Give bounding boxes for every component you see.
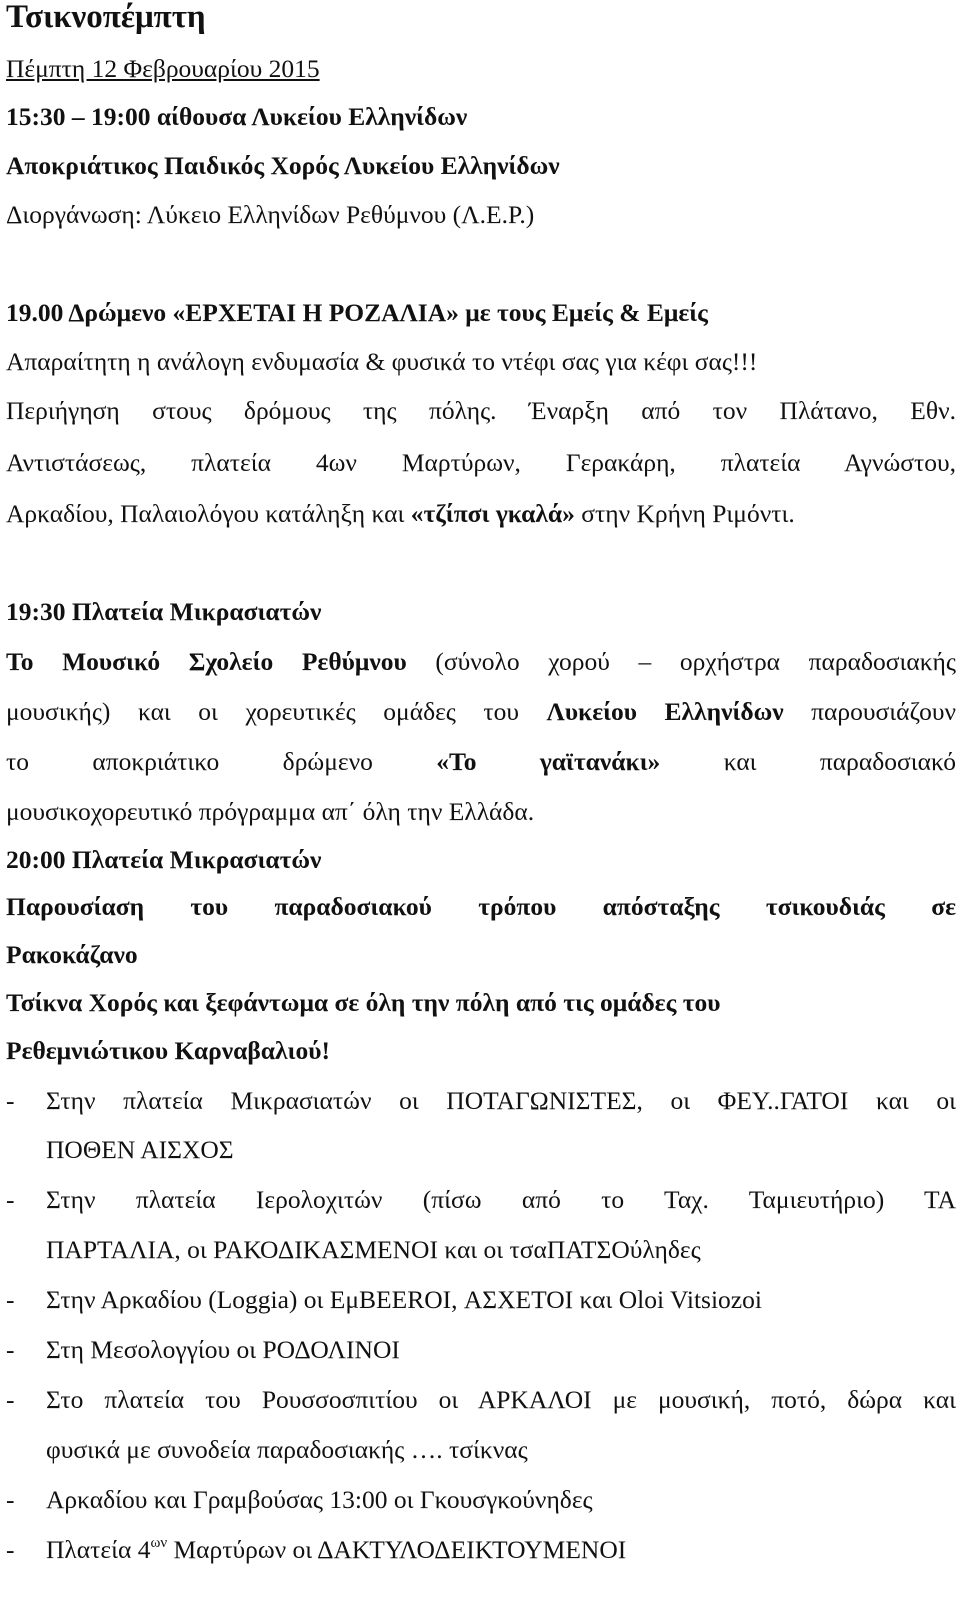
list-dash: - xyxy=(6,1535,15,1564)
event4-headline: 20:00 Πλατεία Μικρασιατών xyxy=(6,845,322,874)
list-item-1-line2: ΠΟΘΕΝ ΑΙΣΧΟΣ xyxy=(46,1135,234,1164)
event3-line1 xyxy=(6,645,956,679)
event2-line4-a: Αρκαδίου, Παλαιολόγου κατάληξη και xyxy=(6,499,411,528)
list-item-3: Στην Αρκαδίου (Loggia) οι ΕμBEEROI, ΑΣΧΕΤΟΙ και Oloi Vitsiozoi xyxy=(46,1285,762,1314)
list-dash: - xyxy=(6,1285,15,1314)
event3-gaitanaki: «Το γαϊτανάκι» xyxy=(436,747,661,776)
event3-headline: 19:30 Πλατεία Μικρασιατών xyxy=(6,597,322,626)
event1-organizer: Διοργάνωση: Λύκειο Ελληνίδων Ρεθύμνου (Λ.Ε.Ρ.) xyxy=(6,200,535,229)
event3-line2-a: μουσικής) και οι χορευτικές ομάδες του xyxy=(6,697,547,726)
event3-line3 xyxy=(6,745,956,779)
event3-school: Το Μουσικό Σχολείο Ρεθύμνου xyxy=(6,647,407,676)
list-item-7-a: Πλατεία 4 xyxy=(46,1535,151,1564)
event-date: Πέμπτη 12 Φεβρουαρίου 2015 xyxy=(6,54,320,83)
event3-line1-rest: (σύνολο χορού – ορχήστρα παραδοσιακής xyxy=(406,647,956,676)
event1-name: Αποκριάτικος Παιδικός Χορός Λυκείου Ελληνίδων xyxy=(6,151,560,180)
event2-line1: Απαραίτητη η ανάλογη ενδυμασία & φυσικά το ντέφι σας για κέφι σας!!! xyxy=(6,347,758,376)
event4-bold4: Ρεθεμνιώτικου Καρναβαλιού! xyxy=(6,1036,330,1065)
list-item-6: Αρκαδίου και Γραμβούσας 13:00 οι Γκουσγκούνηδες xyxy=(46,1485,593,1514)
event4-bold2: Ρακοκάζανο xyxy=(6,940,138,969)
list-item-2-line2: ΠΑΡΤΑΛΙΑ, οι ΡΑΚΟΔΙΚΑΣΜΕΝΟΙ και οι τσαΠΑΤΣΟύληδες xyxy=(46,1235,701,1264)
event2-headline: 19.00 Δρώμενο «ΕΡΧΕΤΑΙ Η ΡΟΖΑΛΙΑ» με τους Εμείς & Εμείς xyxy=(6,298,708,327)
page-title: Τσικνοπέμπτη xyxy=(6,0,206,35)
list-item-5-line2: φυσικά με συνοδεία παραδοσιακής …. τσίκνας xyxy=(46,1435,528,1464)
list-item-7-sup: ων xyxy=(150,1535,168,1551)
list-dash: - xyxy=(6,1335,15,1364)
event3-line4: μουσικοχορευτικό πρόγραμμα απ΄ όλη την Ελλάδα. xyxy=(6,797,535,826)
list-dash: - xyxy=(6,1086,15,1115)
list-item-7 xyxy=(46,1533,956,1567)
list-item-4: Στη Μεσολογγίου οι ΡΟΔΟΛΙΝΟΙ xyxy=(46,1335,400,1364)
event2-line4-c: στην Κρήνη Ριμόντι. xyxy=(574,499,795,528)
event2-line4 xyxy=(6,497,956,531)
event2-highlight: «τζίπσι γκαλά» xyxy=(410,499,575,528)
event3-line3-c: και παραδοσιακό xyxy=(660,747,957,776)
event3-line2 xyxy=(6,695,956,729)
list-item-7-b: Μαρτύρων οι ΔΑΚΤΥΛΟΔΕΙΚΤΟΥΜΕΝΟΙ xyxy=(167,1535,627,1564)
event2-line3: Αντιστάσεως, πλατεία 4ων Μαρτύρων, Γερακάρη, πλατεία Αγνώστου, xyxy=(6,448,956,477)
list-dash: - xyxy=(6,1385,15,1414)
list-item-2-line1: Στην πλατεία Ιερολοχιτών (πίσω από το Ταχ. Ταμιευτήριο) ΤΑ xyxy=(46,1185,956,1214)
event2-line2: Περιήγηση στους δρόμους της πόλης. Έναρξη από τον Πλάτανο, Εθν. xyxy=(6,396,956,425)
event3-line3-a: το αποκριάτικο δρώμενο xyxy=(6,747,437,776)
list-item-5-line1: Στο πλατεία του Ρουσσοσπιτίου οι ΑΡΚΑΛΟΙ με μουσική, ποτό, δώρα και xyxy=(46,1385,956,1414)
event1-time-place: 15:30 – 19:00 αίθουσα Λυκείου Ελληνίδων xyxy=(6,102,468,131)
list-item-1-line1: Στην πλατεία Μικρασιατών οι ΠΟΤΑΓΩΝΙΣΤΕΣ, οι ΦΕΥ..ΓΑΤΟΙ και οι xyxy=(46,1086,956,1115)
event4-bold3: Τσίκνα Χορός και ξεφάντωμα σε όλη την πόλη από τις ομάδες του xyxy=(6,988,721,1017)
event4-bold1: Παρουσίαση του παραδοσιακού τρόπου απόσταξης τσικουδιάς σε xyxy=(6,892,956,921)
list-dash: - xyxy=(6,1185,15,1214)
list-dash: - xyxy=(6,1485,15,1514)
event3-lyceum: Λυκείου Ελληνίδων xyxy=(546,697,784,726)
event3-line2-c: παρουσιάζουν xyxy=(783,697,956,726)
